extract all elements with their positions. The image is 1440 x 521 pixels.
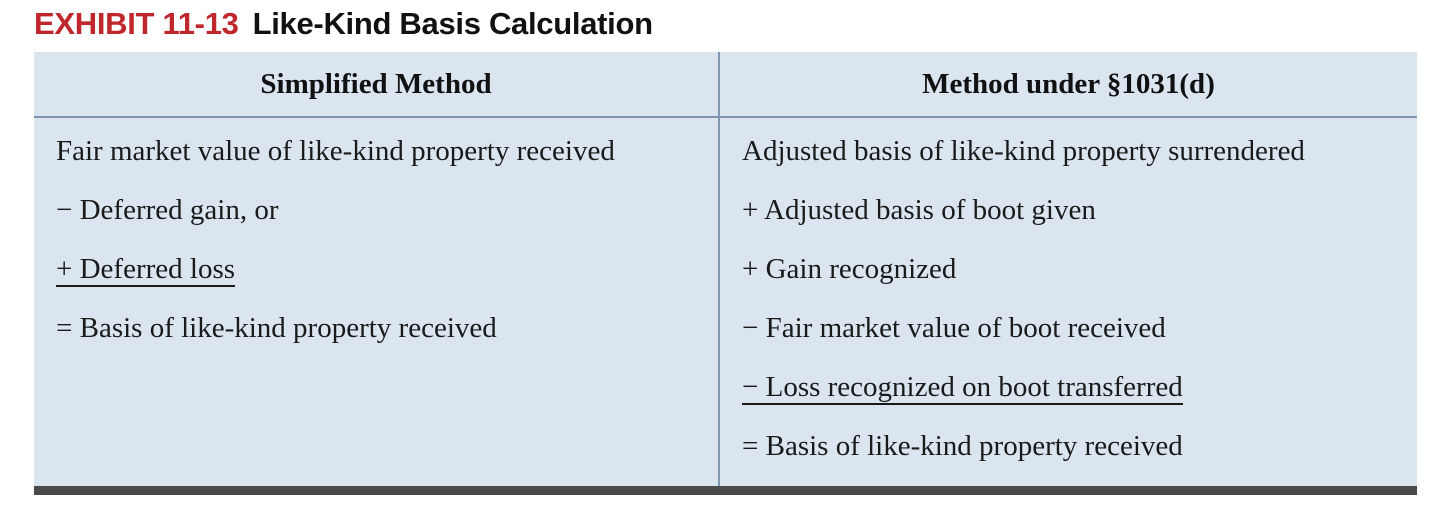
exhibit-title bbox=[34, 2, 653, 46]
left-line-text: − Deferred gain, or bbox=[56, 194, 279, 226]
table-header-row bbox=[34, 52, 1417, 118]
left-line bbox=[56, 299, 615, 358]
right-line-text: + Adjusted basis of boot given bbox=[742, 194, 1096, 226]
left-line-text: Fair market value of like-kind property received bbox=[56, 135, 615, 167]
right-line bbox=[742, 358, 1305, 417]
method-1031d-column bbox=[742, 122, 1305, 476]
right-line-text: Adjusted basis of like-kind property surrendered bbox=[742, 135, 1305, 167]
right-line bbox=[742, 181, 1305, 240]
right-line bbox=[742, 417, 1305, 476]
simplified-method-column bbox=[56, 122, 615, 358]
right-line bbox=[742, 299, 1305, 358]
left-line-text: = Basis of like-kind property received bbox=[56, 312, 497, 344]
right-line-text: − Fair market value of boot received bbox=[742, 312, 1166, 344]
header-simplified-method: Simplified Method bbox=[260, 68, 492, 100]
left-line bbox=[56, 181, 615, 240]
header-method-1031d: Method under §1031(d) bbox=[922, 68, 1215, 100]
right-line-text: = Basis of like-kind property received bbox=[742, 430, 1183, 462]
left-line bbox=[56, 240, 615, 299]
exhibit-label: EXHIBIT 11-13 bbox=[34, 6, 239, 41]
exhibit-name: Like-Kind Basis Calculation bbox=[252, 6, 653, 41]
right-line-text-underlined: − Loss recognized on boot transferred bbox=[742, 371, 1183, 403]
right-line bbox=[742, 122, 1305, 181]
right-line-text: + Gain recognized bbox=[742, 253, 957, 285]
basis-calculation-table bbox=[34, 52, 1417, 486]
table-bottom-rule bbox=[34, 486, 1417, 495]
left-line-text-underlined: + Deferred loss bbox=[56, 253, 236, 285]
left-line bbox=[56, 122, 615, 181]
column-divider bbox=[718, 52, 720, 486]
right-line bbox=[742, 240, 1305, 299]
